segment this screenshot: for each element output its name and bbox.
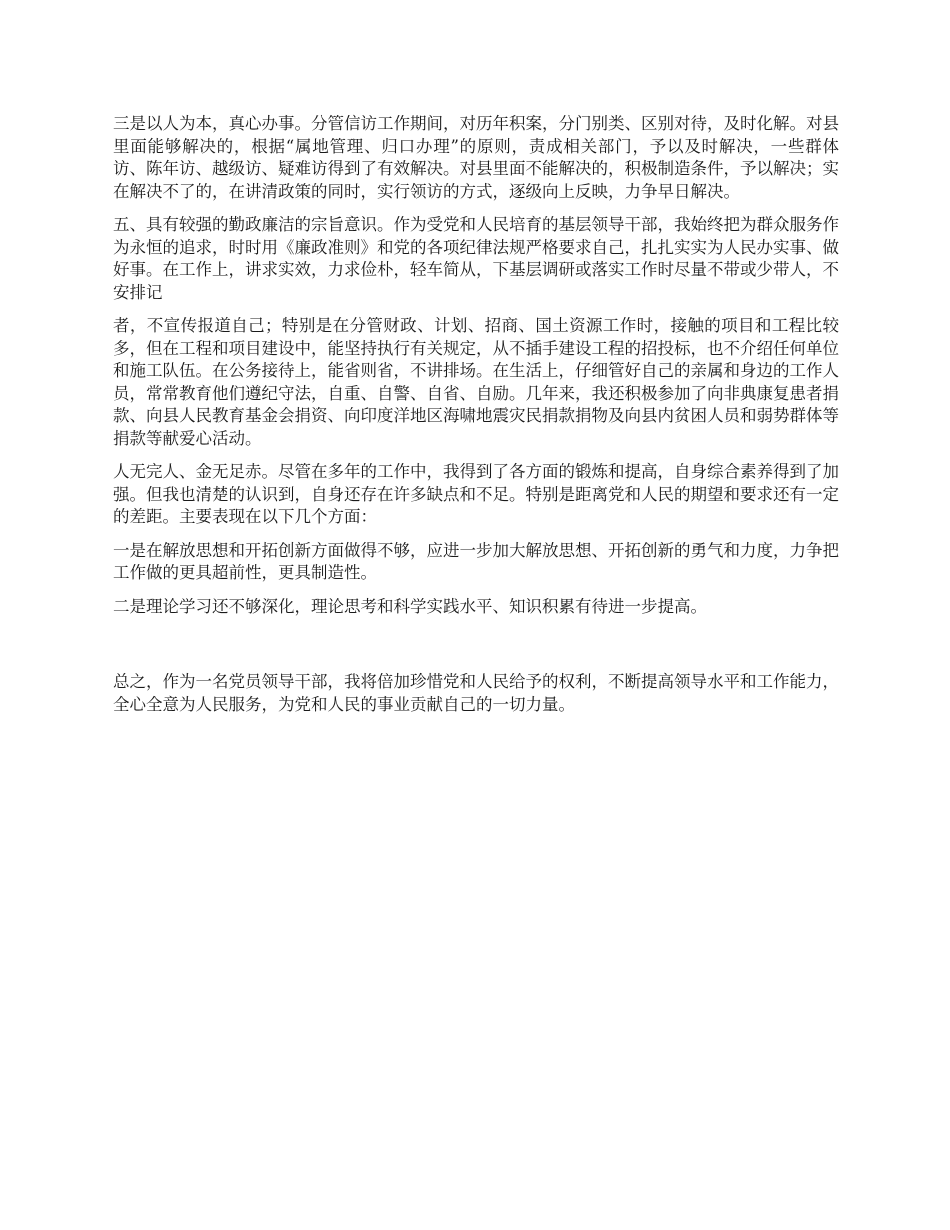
- paragraph-shortcoming-two: 二是理论学习还不够深化，理论思考和科学实践水平、知识积累有待进一步提高。: [113, 596, 707, 616]
- paragraph-spacer: [113, 629, 839, 671]
- paragraph-integrity-continued: 者，不宣传报道自己；特别是在分管财政、计划、招商、国土资源工作时，接触的项目和工程比较多，但在工程和项目建设中，能坚持执行有关规定，从不插手建设工程的招投标，也不介绍任何单位和施工队伍。在公务接待上，能省则省，不讲排场。在生活上，仔细管好自己的亲属和身边的工作人员，常常教育他们遵纪守法，自重、自警、自省、自励。几年来，我还积极参加了向非典康复患者捐款、向县人民教育基金会捐资、向印度洋地区海啸地震灾民捐款捐物及向县内贫困人员和弱势群体等捐款等献爱心活动。: [113, 316, 839, 448]
- document-page: [113, 113, 839, 727]
- paragraph-shortcoming-one: 一是在解放思想和开拓创新方面做得不够，应进一步加大解放思想、开拓创新的勇气和力度，力争把工作做的更具超前性，更具制造性。: [113, 540, 839, 582]
- paragraph-integrity: 五、具有较强的勤政廉洁的宗旨意识。作为受党和人民培育的基层领导干部，我始终把为群众服务作为永恒的追求，时时用《廉政准则》和党的各项纪律法规严格要求自己，扎扎实实为人民办实事、做好事。在工作上，讲求实效，力求俭朴，轻车简从，下基层调研或落实工作时尽量不带或少带人，不安排记: [113, 215, 839, 302]
- paragraph-shortcomings-intro: 人无完人、金无足赤。尽管在多年的工作中，我得到了各方面的锻炼和提高，自身综合素养得到了加强。但我也清楚的认识到，自身还存在许多缺点和不足。特别是距离党和人民的期望和要求还有一定的差距。主要表现在以下几个方面：: [113, 462, 839, 526]
- paragraph-conclusion: 总之，作为一名党员领导干部，我将倍加珍惜党和人民给予的权利，不断提高领导水平和工作能力，全心全意为人民服务，为党和人民的事业贡献自己的一切力量。: [113, 672, 839, 714]
- paragraph-people-oriented: 三是以人为本，真心办事。分管信访工作期间，对历年积案，分门别类、区别对待，及时化解。对县里面能够解决的，根据“属地管理、归口办理”的原则，责成相关部门，予以及时解决，一些群体访、陈年访、越级访、疑难访得到了有效解决。对县里面不能解决的，积极制造条件，予以解决；实在解决不了的，在讲清政策的同时，实行领访的方式，逐级向上反映，力争早日解决。: [113, 114, 839, 201]
